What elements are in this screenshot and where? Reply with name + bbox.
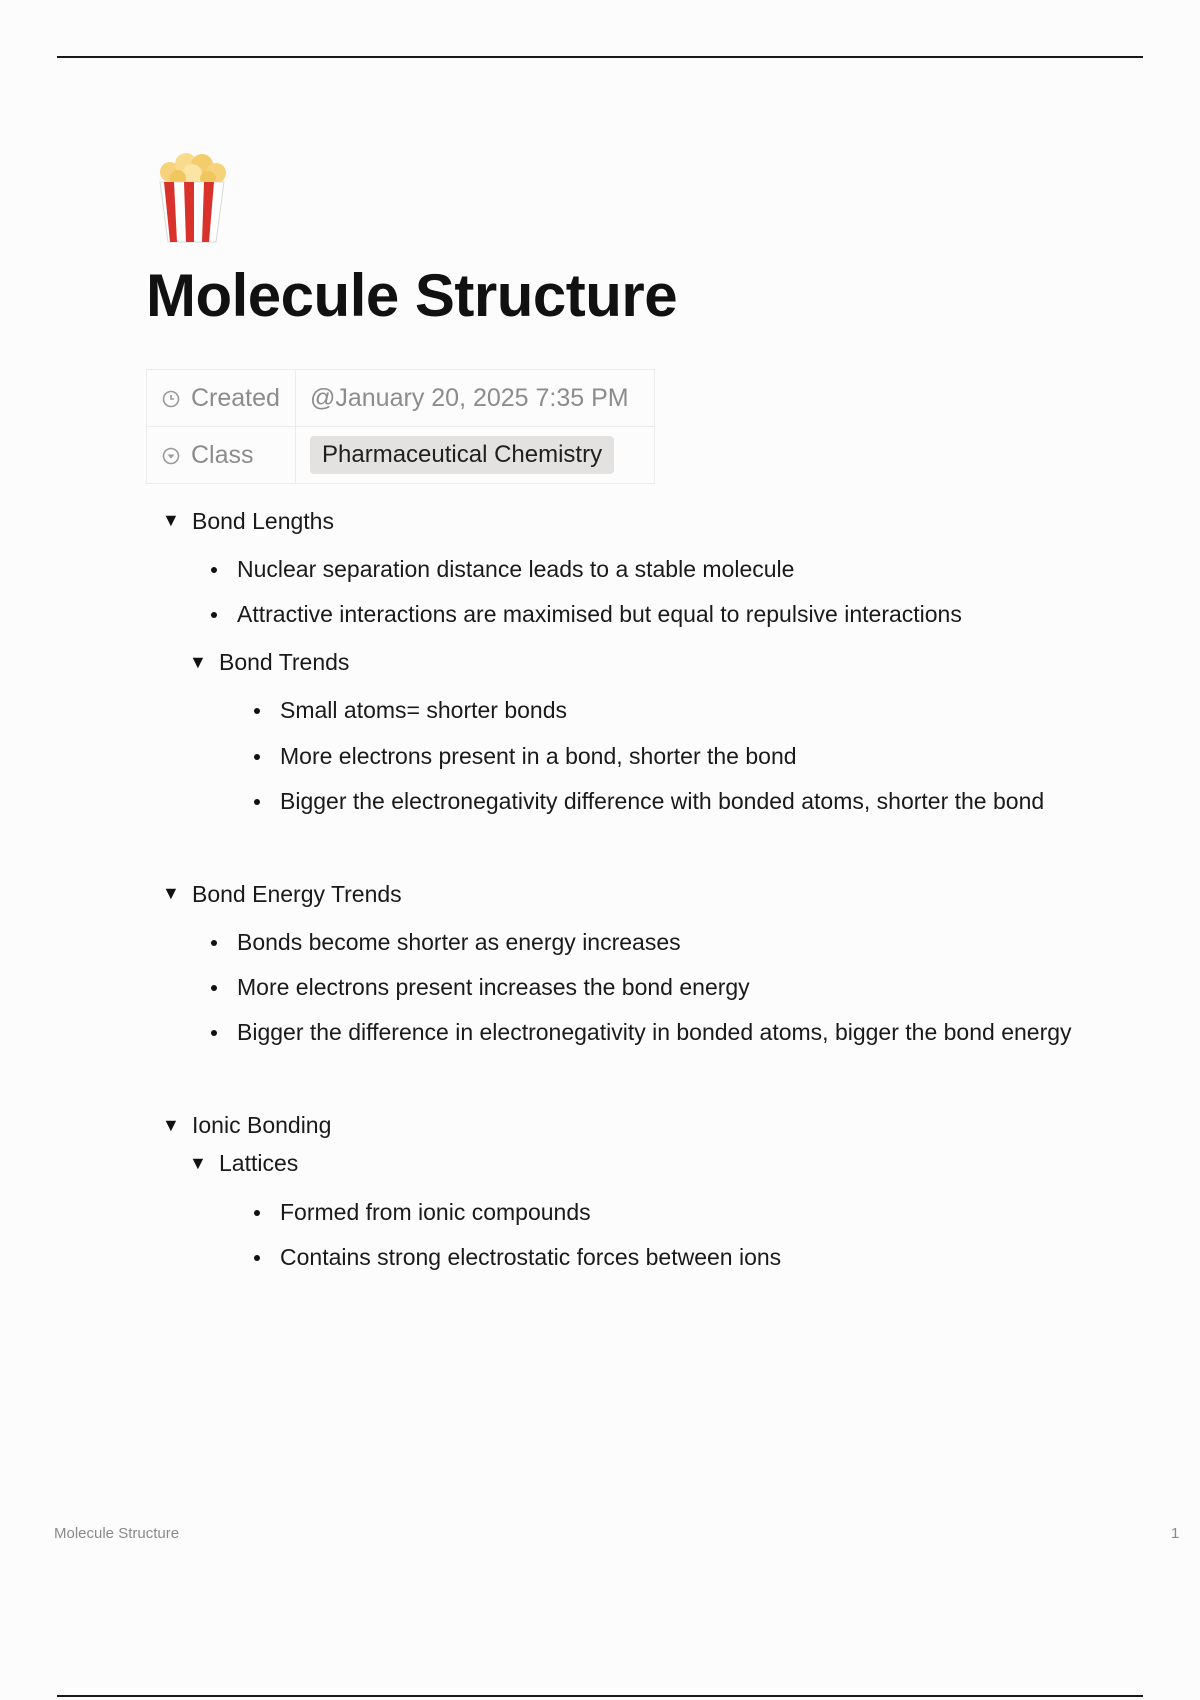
bottom-rule (57, 1695, 1143, 1697)
list-item: Small atoms= shorter bonds (250, 694, 1100, 726)
list-item: Contains strong electrostatic forces between ions (250, 1241, 1100, 1273)
footer-title: Molecule Structure (54, 1525, 180, 1542)
list-item: Bigger the difference in electronegativity in bonded atoms, bigger the bond energy (207, 1016, 1097, 1048)
bullet-list (232, 694, 1106, 817)
toggle-header-bond-trends[interactable] (189, 643, 1106, 681)
bullet-list (232, 1196, 1106, 1273)
toggle-title: Bond Energy Trends (192, 880, 402, 907)
list-item: Bigger the electronegativity difference with bonded atoms, shorter the bond (250, 785, 1100, 817)
list-item: Bonds become shorter as energy increases (207, 926, 1097, 958)
toggle-children (189, 1196, 1106, 1273)
property-key-created[interactable] (147, 370, 296, 427)
toggle-title: Ionic Bonding (192, 1112, 332, 1139)
top-rule (57, 56, 1143, 58)
class-tag[interactable]: Pharmaceutical Chemistry (310, 436, 614, 474)
clock-icon (161, 389, 181, 409)
toggle-children (189, 694, 1106, 817)
page-content (146, 150, 1106, 1286)
triangle-down-icon[interactable]: ▼ (162, 883, 180, 904)
toggle-bond-energy-trends (146, 875, 1106, 1049)
page-title: Molecule Structure (146, 262, 678, 329)
triangle-down-icon[interactable]: ▼ (162, 510, 180, 531)
footer-page-number: 1 (1171, 1525, 1180, 1542)
list-item: Attractive interactions are maximised but equal to repulsive interactions (207, 598, 1097, 630)
triangle-down-icon[interactable]: ▼ (189, 1152, 207, 1173)
toggle-header-ionic-bonding[interactable] (146, 1107, 1106, 1145)
bullet-list (189, 926, 1106, 1049)
triangle-down-icon[interactable]: ▼ (189, 651, 207, 672)
toggle-title: Lattices (219, 1150, 299, 1177)
toggle-children (146, 553, 1106, 817)
property-class (147, 427, 655, 484)
toggle-title: Bond Trends (219, 649, 350, 676)
toggle-children (146, 1145, 1106, 1273)
popcorn-icon[interactable] (152, 150, 232, 246)
property-value-created[interactable]: @January 20, 2025 7:35 PM (296, 370, 655, 427)
toggle-header-lattices[interactable] (189, 1145, 1106, 1183)
toggle-header-bond-lengths[interactable] (146, 502, 1106, 540)
toggle-children (146, 926, 1106, 1049)
toggle-bond-lengths (146, 502, 1106, 817)
toggle-title: Bond Lengths (192, 507, 334, 534)
select-icon (161, 446, 181, 466)
list-item: More electrons present in a bond, shorter the bond (250, 740, 1100, 772)
bullet-list (189, 553, 1106, 630)
property-label-class: Class (191, 440, 254, 469)
triangle-down-icon[interactable]: ▼ (162, 1114, 180, 1135)
toggle-header-bond-energy-trends[interactable] (146, 875, 1106, 913)
toggle-bond-trends (189, 643, 1106, 817)
properties-table (146, 369, 655, 484)
property-label-created: Created (191, 383, 280, 412)
property-created (147, 370, 655, 427)
list-item: Formed from ionic compounds (250, 1196, 1100, 1228)
toggle-lattices (189, 1145, 1106, 1273)
list-item: Nuclear separation distance leads to a stable molecule (207, 553, 1097, 585)
property-key-class[interactable] (147, 427, 296, 484)
toggle-ionic-bonding (146, 1107, 1106, 1273)
list-item: More electrons present increases the bond energy (207, 971, 1097, 1003)
property-value-class[interactable] (296, 427, 655, 484)
